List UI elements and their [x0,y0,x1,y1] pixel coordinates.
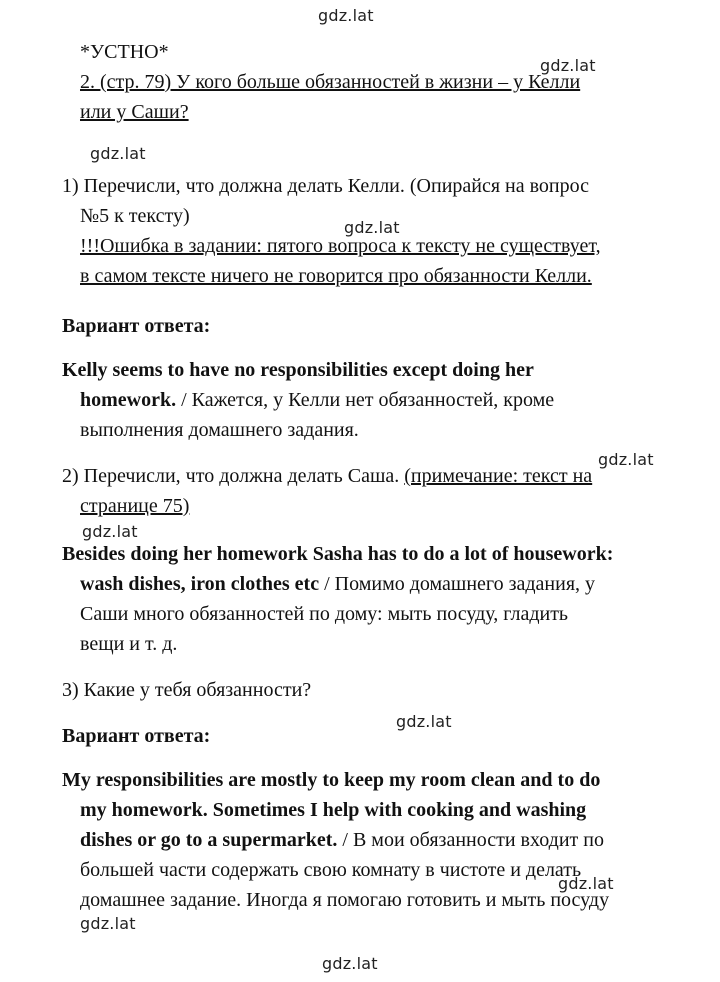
watermark: gdz.lat [90,144,146,163]
answer-3-line-1: My responsibilities are mostly to keep my room clean and to do [62,769,601,791]
answer-3-english-end: dishes or go to a supermarket. [80,829,338,851]
watermark: gdz.lat [80,914,136,933]
answer-2-russian-start: / Помимо домашнего задания, у [319,573,596,595]
question-3: 3) Какие у тебя обязанности? [62,679,312,701]
answer-2-line-4: вещи и т. д. [80,633,178,655]
answer-3-line-4: большей части содержать свою комнату в чистоте и делать [80,859,582,881]
answer-3-line-2: my homework. Sometimes I help with cooking and washing [80,799,587,821]
question-1-line-2: №5 к тексту) [80,205,190,227]
answer-1-line-1: Kelly seems to have no responsibilities except doing her [62,359,534,381]
answer-3-line-5: домашнее задание. Иногда я помогаю готовить и мыть посуду [80,889,610,911]
question-2-line-1 [62,462,592,490]
watermark: gdz.lat [540,56,596,75]
task-line-2: или у Саши? [80,101,189,123]
watermark: gdz.lat [82,522,138,541]
answer-3-line-3 [80,826,604,854]
watermark: gdz.lat [558,874,614,893]
watermark: gdz.lat [318,6,374,25]
answer-1-english-end: homework. [80,389,177,411]
question-2-text: 2) Перечисли, что должна делать Саша. [62,465,405,487]
answer-label: Вариант ответа: [62,315,211,337]
answer-2-line-2 [80,570,595,598]
question-2-line-2: странице 75) [80,495,190,517]
answer-label: Вариант ответа: [62,725,211,747]
watermark: gdz.lat [396,712,452,731]
answer-1-line-2 [80,386,554,414]
watermark: gdz.lat [598,450,654,469]
answer-1-line-3: выполнения домашнего задания. [80,419,359,441]
answer-2-line-3: Саши много обязанностей по дому: мыть посуду, гладить [80,603,569,625]
task-line-1: 2. (стр. 79) У кого больше обязанностей в жизни – у Келли [80,71,581,93]
answer-2-english-end: wash dishes, iron clothes etc [80,573,320,595]
error-note-line-2: в самом тексте ничего не говорится про обязанности Келли. [80,265,592,287]
error-note-line-1: !!!Ошибка в задании: пятого вопроса к тексту не существует, [80,235,601,257]
question-1-line-1: 1) Перечисли, что должна делать Келли. (Опирайся на вопрос [62,175,590,197]
watermark: gdz.lat [322,954,378,973]
question-2-note: (примечание: текст на [404,465,593,487]
oral-heading: *УСТНО* [80,41,169,63]
answer-1-russian-start: / Кажется, у Келли нет обязанностей, кроме [176,389,555,411]
answer-2-line-1: Besides doing her homework Sasha has to do a lot of housework: [62,543,614,565]
watermark: gdz.lat [344,218,400,237]
answer-3-russian-start: / В мои обязанности входит по [337,829,604,851]
